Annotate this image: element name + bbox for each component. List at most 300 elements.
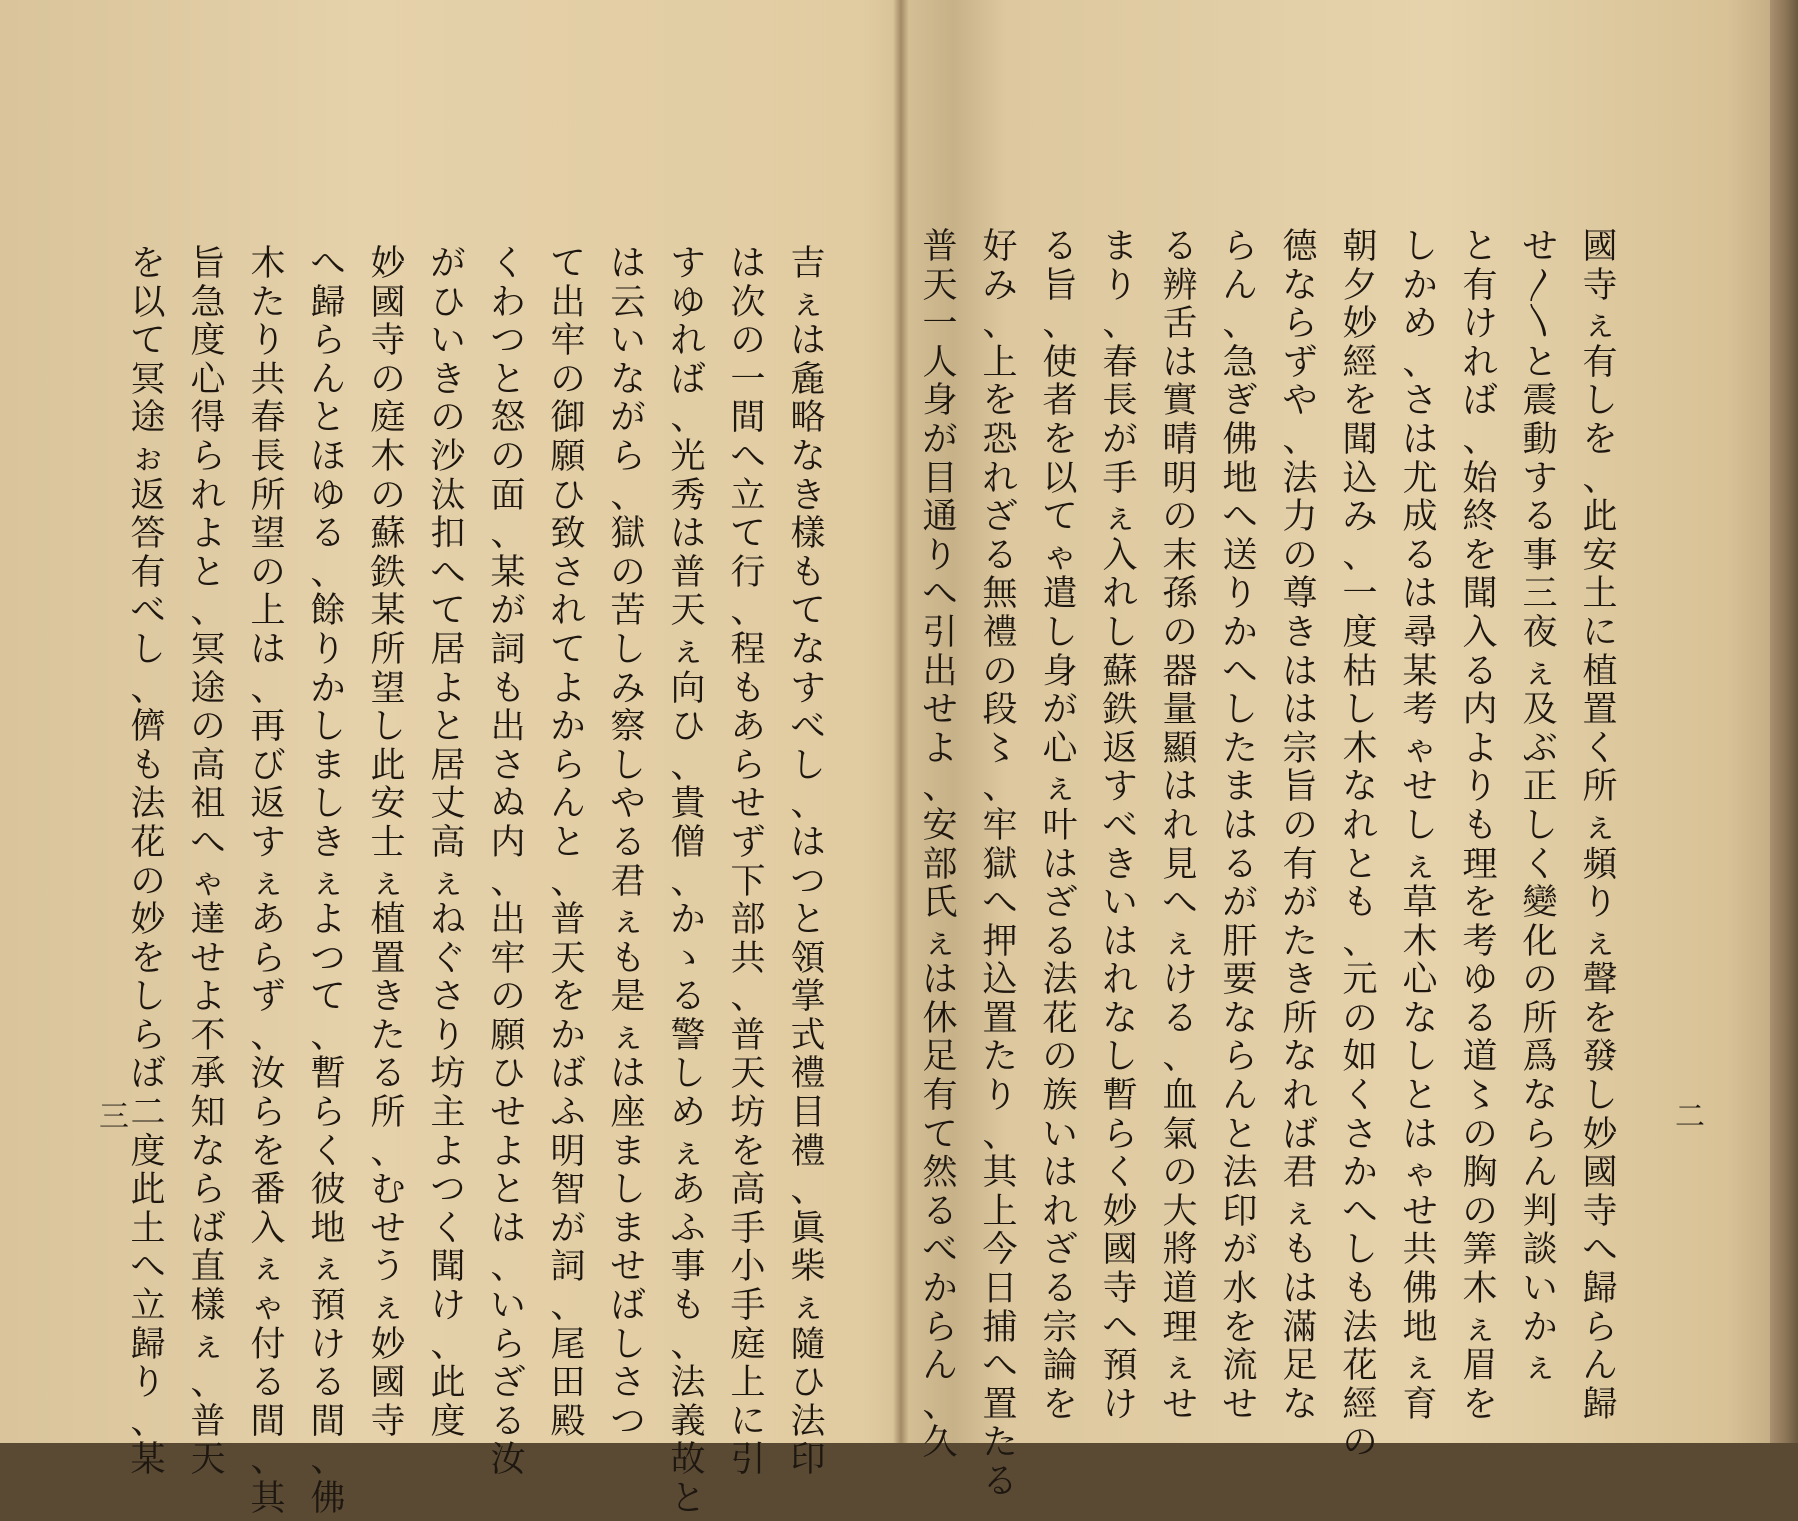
text-glyph: た — [982, 1423, 1018, 1464]
text-glyph: 歸 — [1582, 1384, 1618, 1425]
text-glyph: 牢 — [982, 805, 1018, 846]
text-glyph: 間 — [310, 1401, 346, 1442]
text-glyph: 牢 — [550, 321, 586, 362]
text-glyph: ぇ — [310, 861, 346, 902]
text-glyph: の — [1342, 998, 1378, 1039]
text-glyph: た — [250, 282, 286, 323]
text-glyph: と — [1342, 844, 1378, 885]
text-glyph: か — [670, 900, 706, 941]
text-glyph: 入 — [1462, 612, 1498, 653]
text-glyph: 宗 — [1042, 1307, 1078, 1348]
text-glyph: ゆ — [670, 282, 706, 323]
text-glyph: 理 — [1162, 1307, 1198, 1348]
text-glyph: 望 — [250, 514, 286, 555]
text-glyph: し — [1402, 805, 1438, 846]
text-glyph: 、 — [190, 591, 226, 632]
text-glyph: の — [370, 475, 406, 516]
text-glyph: ら — [190, 1170, 226, 1211]
text-glyph: 通 — [922, 497, 958, 538]
text-glyph: 察 — [610, 707, 646, 748]
text-glyph: ぇ — [1402, 1346, 1438, 1387]
text-glyph: さ — [610, 1363, 646, 1404]
text-glyph: 舌 — [1162, 304, 1198, 345]
text-glyph: も — [790, 552, 826, 593]
text-glyph: の — [1342, 1423, 1378, 1464]
text-glyph: よ — [190, 514, 226, 555]
text-glyph: 、 — [250, 1015, 286, 1056]
text-glyph: ぶ — [1522, 728, 1558, 769]
text-glyph: る — [1042, 921, 1078, 962]
text-glyph: へ — [1582, 1230, 1618, 1271]
text-glyph: 考 — [1402, 690, 1438, 731]
text-glyph: 所 — [370, 1093, 406, 1134]
text-glyph: 木 — [1462, 1269, 1498, 1310]
text-glyph: よ — [430, 1131, 466, 1172]
text-glyph: 普 — [550, 900, 586, 941]
text-glyph: よ — [490, 1131, 526, 1172]
text-glyph: の — [1522, 960, 1558, 1001]
text-glyph: く — [1522, 844, 1558, 885]
text-glyph: ら — [1522, 1114, 1558, 1155]
text-glyph: と — [1462, 227, 1498, 267]
text-glyph: 木 — [370, 436, 406, 477]
text-glyph: 身 — [1042, 651, 1078, 692]
text-glyph: 士 — [370, 822, 406, 863]
text-glyph: 置 — [1582, 690, 1618, 731]
text-glyph: け — [1102, 1384, 1138, 1425]
text-glyph: 座 — [610, 1093, 646, 1134]
text-glyph: を — [1222, 1307, 1258, 1348]
text-glyph: ら — [490, 1324, 526, 1365]
text-glyph: 込 — [1342, 458, 1378, 499]
text-glyph: の — [610, 552, 646, 593]
text-glyph: さ — [430, 977, 466, 1018]
text-glyph: 暫 — [310, 1054, 346, 1095]
text-glyph: 、 — [490, 1247, 526, 1288]
text-glyph: 部 — [922, 844, 958, 885]
text-glyph: 坊 — [430, 1054, 466, 1095]
text-glyph: 直 — [190, 1247, 226, 1288]
text-glyph: 土 — [130, 1208, 166, 1249]
text-glyph: 冥 — [190, 629, 226, 670]
text-glyph: ね — [430, 900, 466, 941]
text-glyph: 共 — [1402, 1230, 1438, 1271]
text-glyph: 談 — [1522, 1230, 1558, 1271]
page-number: 三 — [93, 1100, 128, 1132]
left-page — [0, 0, 893, 1519]
text-glyph: し — [610, 629, 646, 670]
text-glyph: 望 — [370, 668, 406, 709]
text-glyph: を — [550, 977, 586, 1018]
text-glyph: な — [1402, 998, 1438, 1039]
text-glyph: べ — [1102, 805, 1138, 846]
text-glyph: 理 — [1462, 844, 1498, 885]
text-glyph: は — [610, 244, 646, 284]
text-glyph: 度 — [130, 1131, 166, 1172]
text-glyph: 出 — [490, 707, 526, 748]
text-glyph: 植 — [370, 900, 406, 941]
text-glyph: く — [490, 244, 526, 284]
text-glyph: 法 — [1282, 458, 1318, 499]
text-glyph: 致 — [550, 514, 586, 555]
text-glyph: ん — [310, 359, 346, 400]
text-glyph: き — [1282, 960, 1318, 1001]
text-glyph: は — [490, 1208, 526, 1249]
text-glyph: は — [790, 822, 826, 863]
text-glyph: の — [1282, 535, 1318, 576]
text-glyph: へ — [1342, 1191, 1378, 1232]
text-glyph: 道 — [1462, 1037, 1498, 1078]
text-glyph: し — [1342, 690, 1378, 731]
text-glyph: 足 — [922, 1037, 958, 1078]
text-glyph: は — [1162, 342, 1198, 383]
text-glyph: る — [370, 1054, 406, 1095]
text-glyph: 送 — [1222, 535, 1258, 576]
text-glyph: り — [310, 629, 346, 670]
text-glyph: と — [550, 822, 586, 863]
text-glyph: あ — [730, 707, 766, 748]
text-glyph: し — [130, 629, 166, 670]
text-glyph: 押 — [982, 921, 1018, 962]
text-glyph: 暫 — [1102, 1076, 1138, 1117]
text-glyph: ら — [610, 436, 646, 477]
text-glyph: 段 — [982, 690, 1018, 731]
text-glyph: よ — [1462, 728, 1498, 769]
text-glyph: る — [1462, 998, 1498, 1039]
text-glyph: ら — [250, 938, 286, 979]
text-glyph: 出 — [922, 651, 958, 692]
text-glyph: 返 — [1102, 728, 1138, 769]
text-glyph: す — [670, 244, 706, 284]
text-glyph: ら — [730, 745, 766, 786]
text-glyph: 所 — [1582, 767, 1618, 808]
text-glyph: せ — [1402, 1191, 1438, 1232]
text-glyph: り — [130, 1363, 166, 1404]
text-glyph: 禮 — [790, 1131, 826, 1172]
text-glyph: な — [190, 1131, 226, 1172]
text-glyph: て — [922, 1114, 958, 1155]
text-glyph: 田 — [550, 1363, 586, 1404]
text-column — [978, 227, 1022, 1504]
text-glyph: 目 — [790, 1093, 826, 1134]
text-glyph: さ — [1342, 1114, 1378, 1155]
text-glyph: 、 — [1462, 419, 1498, 460]
text-glyph: 佛 — [1222, 419, 1258, 460]
text-glyph: ぇ — [1102, 497, 1138, 538]
text-glyph: 目 — [922, 458, 958, 499]
text-glyph: 法 — [1042, 960, 1078, 1001]
text-glyph: 故 — [670, 1440, 706, 1481]
text-glyph: 經 — [1342, 342, 1378, 383]
text-glyph: ゃ — [1402, 728, 1438, 769]
text-column — [606, 244, 650, 1443]
text-glyph: 量 — [1162, 690, 1198, 731]
text-glyph: 氏 — [922, 883, 958, 924]
text-glyph: 寺 — [370, 1401, 406, 1442]
text-glyph: い — [1042, 1114, 1078, 1155]
text-glyph: の — [490, 436, 526, 477]
text-glyph: あ — [670, 1170, 706, 1211]
text-glyph: 〳 — [1522, 265, 1558, 306]
text-glyph: の — [430, 398, 466, 439]
text-glyph: り — [1102, 265, 1138, 306]
text-glyph: べ — [790, 707, 826, 748]
text-column — [546, 244, 590, 1443]
text-glyph: し — [610, 1324, 646, 1365]
text-glyph: ぇ — [610, 1015, 646, 1056]
text-glyph: ば — [610, 1286, 646, 1327]
text-glyph: す — [250, 822, 286, 863]
text-glyph: ま — [610, 1208, 646, 1249]
text-glyph: 沙 — [430, 436, 466, 477]
text-glyph: 叶 — [1042, 805, 1078, 846]
text-glyph: び — [250, 745, 286, 786]
text-glyph: ぬ — [490, 784, 526, 825]
text-glyph: は — [1402, 1114, 1438, 1155]
text-glyph: せ — [1522, 227, 1558, 267]
text-glyph: ひ — [790, 1363, 826, 1404]
text-glyph: と — [790, 900, 826, 941]
text-glyph: 式 — [790, 1015, 826, 1056]
text-glyph: 天 — [190, 1440, 226, 1481]
text-glyph: 、 — [130, 1401, 166, 1442]
text-glyph: べ — [922, 1230, 958, 1271]
text-glyph: 込 — [982, 960, 1018, 1001]
text-glyph: し — [1342, 1230, 1378, 1271]
text-glyph: 内 — [490, 822, 526, 863]
text-glyph: れ — [1102, 574, 1138, 615]
text-glyph: の — [1462, 1191, 1498, 1232]
text-glyph: ん — [922, 1346, 958, 1387]
text-glyph: よ — [310, 900, 346, 941]
text-glyph: 旨 — [190, 244, 226, 284]
text-glyph: が — [1222, 883, 1258, 924]
text-glyph: 不 — [190, 1015, 226, 1056]
text-glyph: 、 — [730, 977, 766, 1018]
text-glyph: 筭 — [1462, 1230, 1498, 1271]
text-glyph: た — [982, 1037, 1018, 1078]
text-glyph: の — [250, 552, 286, 593]
text-glyph: く — [430, 1208, 466, 1249]
text-glyph: れ — [1462, 342, 1498, 383]
text-glyph: か — [1522, 1307, 1558, 1348]
text-glyph: 、 — [310, 1440, 346, 1481]
text-glyph: 、 — [430, 1324, 466, 1365]
text-glyph: を — [1462, 883, 1498, 924]
text-glyph: み — [1342, 497, 1378, 538]
text-glyph: ぇ — [790, 282, 826, 323]
text-glyph: の — [982, 651, 1018, 692]
text-glyph: 御 — [550, 398, 586, 439]
text-glyph: な — [790, 629, 826, 670]
text-glyph: ば — [550, 1054, 586, 1095]
text-glyph: 禮 — [790, 1054, 826, 1095]
text-glyph: 知 — [190, 1093, 226, 1134]
text-glyph: は — [1042, 844, 1078, 885]
text-glyph: し — [1222, 690, 1258, 731]
text-glyph: 法 — [670, 1363, 706, 1404]
text-glyph: も — [610, 938, 646, 979]
text-column — [1098, 227, 1142, 1426]
text-glyph: な — [1282, 1384, 1318, 1425]
text-glyph: ば — [130, 1054, 166, 1095]
text-glyph: ひ — [490, 1054, 526, 1095]
text-glyph: 國 — [370, 1363, 406, 1404]
text-glyph: 度 — [1342, 612, 1378, 653]
text-glyph: る — [1402, 535, 1438, 576]
text-glyph: ん — [1522, 1153, 1558, 1194]
text-column — [786, 244, 830, 1482]
text-glyph: れ — [550, 591, 586, 632]
text-glyph: が — [610, 398, 646, 439]
text-column — [1338, 227, 1382, 1465]
text-glyph: 、 — [1222, 304, 1258, 345]
text-glyph: 立 — [730, 475, 766, 516]
text-glyph: 二 — [130, 1093, 166, 1134]
text-glyph: 柴 — [790, 1247, 826, 1288]
text-glyph: と — [310, 398, 346, 439]
text-glyph: ぇ — [1582, 805, 1618, 846]
text-glyph: い — [1102, 883, 1138, 924]
text-glyph: と — [670, 1479, 706, 1519]
text-glyph: 禮 — [982, 612, 1018, 653]
text-glyph: へ — [130, 1247, 166, 1288]
text-glyph: 木 — [250, 244, 286, 284]
text-glyph: ぇ — [922, 921, 958, 962]
text-glyph: 手 — [1102, 458, 1138, 499]
text-glyph: 佛 — [310, 1479, 346, 1519]
text-glyph: 某 — [490, 552, 526, 593]
text-glyph: 尊 — [1282, 574, 1318, 615]
text-glyph: も — [1342, 883, 1378, 924]
text-glyph: 身 — [922, 381, 958, 422]
text-glyph: み — [982, 265, 1018, 306]
text-glyph: 、 — [1282, 419, 1318, 460]
text-glyph: 有 — [1462, 265, 1498, 306]
text-glyph: 其 — [982, 1153, 1018, 1194]
text-glyph: 君 — [1282, 1153, 1318, 1194]
text-glyph: て — [550, 629, 586, 670]
text-glyph: る — [1162, 998, 1198, 1039]
text-glyph: 答 — [130, 514, 166, 555]
text-glyph: 肝 — [1222, 921, 1258, 962]
text-glyph: 正 — [1522, 767, 1558, 808]
text-glyph: く — [1582, 728, 1618, 769]
text-glyph: 明 — [1162, 458, 1198, 499]
text-glyph: 所 — [1522, 998, 1558, 1039]
text-glyph: 、 — [670, 861, 706, 902]
text-glyph: は — [790, 321, 826, 362]
text-glyph: 以 — [1042, 458, 1078, 499]
text-glyph: あ — [250, 900, 286, 941]
text-glyph: い — [1522, 1269, 1558, 1310]
text-glyph: 光 — [670, 436, 706, 477]
text-column — [246, 244, 290, 1521]
text-glyph: 寺 — [370, 321, 406, 362]
text-glyph: 上 — [982, 342, 1018, 383]
text-glyph: ば — [1462, 381, 1498, 422]
text-glyph: ゃ — [250, 1286, 286, 1327]
text-glyph: 入 — [1102, 535, 1138, 576]
page-edge — [1770, 0, 1798, 1443]
text-glyph: 出 — [550, 282, 586, 323]
text-glyph: 人 — [922, 342, 958, 383]
text-glyph: め — [670, 1093, 706, 1134]
text-glyph: 法 — [1222, 1153, 1258, 1194]
text-glyph: 置 — [982, 1384, 1018, 1425]
text-glyph: て — [310, 977, 346, 1018]
text-column — [426, 244, 470, 1443]
text-glyph: へ — [190, 822, 226, 863]
text-glyph: 返 — [250, 784, 286, 825]
text-glyph: つ — [790, 861, 826, 902]
text-glyph: 普 — [670, 552, 706, 593]
text-glyph: 程 — [730, 629, 766, 670]
text-glyph: い — [430, 321, 466, 362]
text-glyph: ん — [1222, 1076, 1258, 1117]
text-glyph: 此 — [130, 1170, 166, 1211]
text-glyph: な — [1282, 1037, 1318, 1078]
text-glyph: 、 — [1342, 535, 1378, 576]
text-glyph: れ — [190, 475, 226, 516]
text-glyph: ず — [730, 822, 766, 863]
text-glyph: 汰 — [430, 475, 466, 516]
text-glyph: 此 — [370, 745, 406, 786]
text-glyph: を — [250, 1131, 286, 1172]
text-glyph: は — [1162, 767, 1198, 808]
text-glyph: り — [922, 535, 958, 576]
text-glyph: 手 — [730, 1286, 766, 1327]
text-glyph: 付 — [250, 1324, 286, 1365]
text-glyph: 〵 — [1522, 304, 1558, 345]
text-glyph: 鉄 — [1102, 690, 1138, 731]
text-glyph: ぇ — [430, 861, 466, 902]
text-glyph: も — [1342, 1269, 1378, 1310]
text-glyph: 論 — [1042, 1346, 1078, 1387]
text-glyph: な — [1342, 767, 1378, 808]
text-glyph: し — [610, 745, 646, 786]
text-glyph: 有 — [1282, 844, 1318, 885]
text-glyph: 心 — [190, 359, 226, 400]
text-glyph: 度 — [190, 321, 226, 362]
text-glyph: の — [370, 359, 406, 400]
text-glyph: め — [1402, 304, 1438, 345]
text-glyph: を — [982, 381, 1018, 422]
text-glyph: る — [1222, 844, 1258, 885]
text-glyph: 祖 — [190, 784, 226, 825]
text-glyph: 法 — [1342, 1307, 1378, 1348]
text-column — [1458, 227, 1502, 1426]
text-glyph: す — [790, 668, 826, 709]
text-glyph: 器 — [1162, 651, 1198, 692]
text-glyph: と — [190, 552, 226, 593]
text-glyph: 庭 — [730, 1324, 766, 1365]
text-column — [486, 244, 530, 1482]
text-glyph: 某 — [370, 591, 406, 632]
text-glyph: 安 — [922, 805, 958, 846]
text-glyph: 秀 — [670, 475, 706, 516]
text-glyph: 孫 — [1162, 574, 1198, 615]
text-glyph: ず — [1282, 342, 1318, 383]
text-glyph: 、 — [610, 475, 646, 516]
text-glyph: 天 — [730, 1054, 766, 1095]
text-glyph: れ — [670, 321, 706, 362]
text-glyph: 引 — [730, 1440, 766, 1481]
text-glyph: 化 — [1522, 921, 1558, 962]
text-glyph: 願 — [550, 436, 586, 477]
text-glyph: 某 — [130, 1440, 166, 1481]
text-glyph: 眉 — [1462, 1346, 1498, 1387]
